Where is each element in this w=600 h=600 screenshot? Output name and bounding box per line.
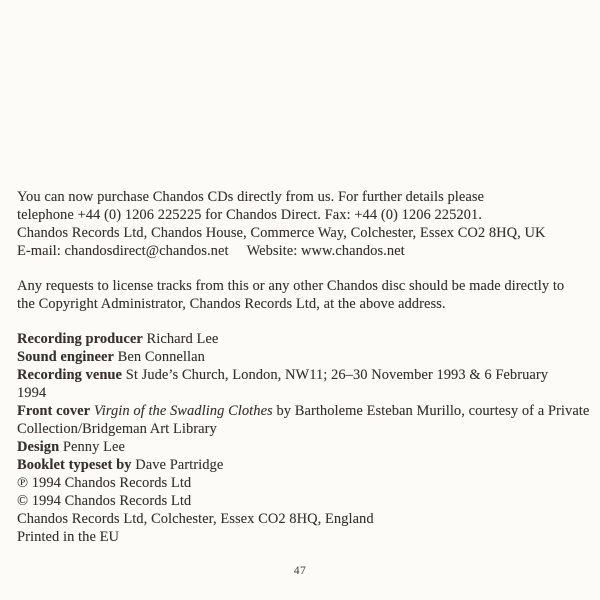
purchase-line-3: Chandos Records Ltd, Chandos House, Commerce Way, Colchester, Essex CO2 8HQ, UK <box>17 225 546 241</box>
credit-recording-producer <box>17 330 590 348</box>
printed-in-line: Printed in the EU <box>17 529 120 545</box>
credit-value-recording-venue: St Jude’s Church, London, NW11; 26–30 November 1993 & 6 February <box>125 367 549 383</box>
credit-label-sound-engineer: Sound engineer <box>17 349 114 365</box>
license-note-paragraph <box>17 277 590 313</box>
credit-label-design: Design <box>17 439 60 455</box>
credit-recording-venue-continued: 1994 <box>17 385 47 401</box>
credit-recording-venue <box>17 366 590 384</box>
license-line-1: Any requests to license tracks from this or any other Chandos disc should be made directly to <box>17 278 565 294</box>
credit-label-recording-venue: Recording venue <box>17 367 123 383</box>
publisher-address-line: Chandos Records Ltd, Colchester, Essex CO2 8HQ, England <box>17 511 374 527</box>
credit-value-typeset: Dave Partridge <box>135 457 224 473</box>
copyright-line: © 1994 Chandos Records Ltd <box>17 493 192 509</box>
credit-value-front-cover: by Bartholeme Esteban Murillo, courtesy of a Private <box>276 403 590 419</box>
credit-sound-engineer <box>17 348 590 366</box>
phonogram-copyright-line: ℗ 1994 Chandos Records Ltd <box>17 475 192 491</box>
credit-value-design: Penny Lee <box>62 439 125 455</box>
front-cover-artwork-title: Virgin of the Swadling Clothes <box>93 403 273 419</box>
credit-front-cover-continued: Collection/Bridgeman Art Library <box>17 421 217 437</box>
credit-design <box>17 438 590 456</box>
credit-front-cover <box>17 402 590 420</box>
purchase-line-1: You can now purchase Chandos CDs directly from us. For further details please <box>17 189 485 205</box>
website-text: Website: www.chandos.net <box>246 243 405 259</box>
email-text: E-mail: chandosdirect@chandos.net <box>17 243 229 259</box>
purchase-info-paragraph <box>17 188 590 260</box>
purchase-line-2: telephone +44 (0) 1206 225225 for Chandos Direct. Fax: +44 (0) 1206 225201. <box>17 207 482 223</box>
credit-label-typeset: Booklet typeset by <box>17 457 132 473</box>
credit-typeset <box>17 456 590 474</box>
credit-value-sound-engineer: Ben Connellan <box>117 349 205 365</box>
credit-label-front-cover: Front cover <box>17 403 91 419</box>
credit-value-recording-producer: Richard Lee <box>146 331 219 347</box>
content-block <box>17 188 590 546</box>
credit-label-recording-producer: Recording producer <box>17 331 143 347</box>
license-line-2: the Copyright Administrator, Chandos Records Ltd, at the above address. <box>17 296 446 312</box>
credits-block <box>17 330 590 546</box>
page-number: 47 <box>293 565 307 577</box>
purchase-line-4 <box>17 242 590 260</box>
